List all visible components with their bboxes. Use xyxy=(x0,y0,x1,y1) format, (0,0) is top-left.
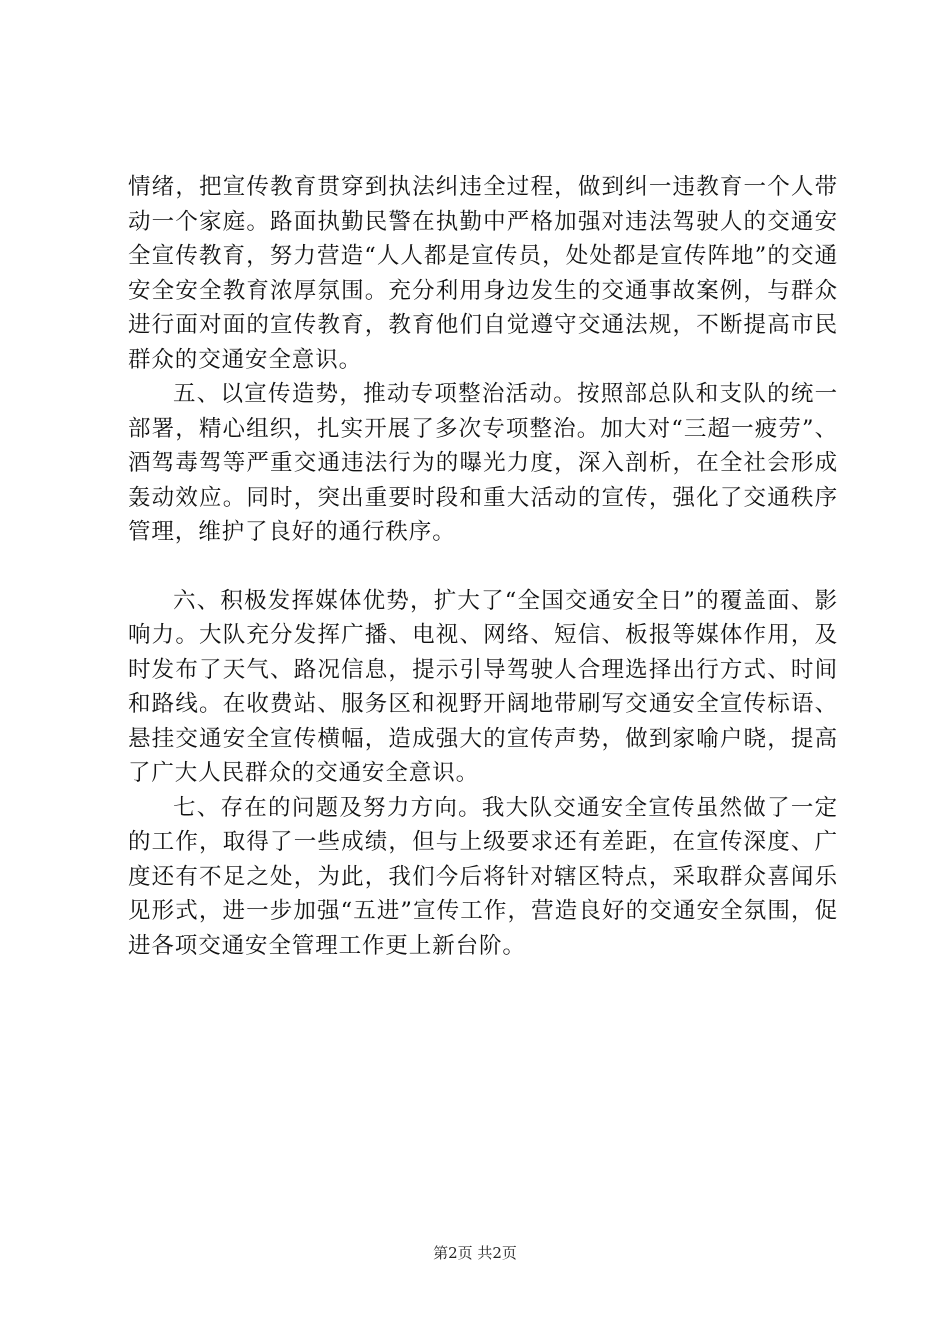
document-body xyxy=(128,170,838,963)
page-number-footer: 第2页 共2页 xyxy=(433,1244,517,1262)
paragraph-section-seven: 七、存在的问题及努力方向。我大队交通安全宣传虽然做了一定的工作，取得了一些成绩，但与上级要求还有差距，在宣传深度、广度还有不足之处，为此，我们今后将针对辖区特点，采取群众喜闻乐见形式，进一步加强“五进”宣传工作，营造良好的交通安全氛围，促进各项交通安全管理工作更上新台阶。 xyxy=(128,794,838,959)
paragraph-section-six: 六、积极发挥媒体优势，扩大了“全国交通安全日”的覆盖面、影响力。大队充分发挥广播、电视、网络、短信、板报等媒体作用，及时发布了天气、路况信息，提示引导驾驶人合理选择出行方式、时间和路线。在收费站、服务区和视野开阔地带刷写交通安全宣传标语、悬挂交通安全宣传横幅，造成强大的宣传声势，做到家喻户晓，提高了广大人民群众的交通安全意识。 xyxy=(128,587,838,786)
paragraph-section-five: 五、以宣传造势，推动专项整治活动。按照部总队和支队的统一部署，精心组织，扎实开展了多次专项整治。加大对“三超一疲劳”、酒驾毒驾等严重交通违法行为的曝光力度，深入剖析，在全社会形成轰动效应。同时，突出重要时段和重大活动的宣传，强化了交通秩序管理，维护了良好的通行秩序。 xyxy=(128,381,838,545)
paragraph-continued: 情绪，把宣传教育贯穿到执法纠违全过程，做到纠一违教育一个人带动一个家庭。路面执勤民警在执勤中严格加强对违法驾驶人的交通安全宣传教育，努力营造“人人都是宣传员，处处都是宣传阵地”的交通安全安全教育浓厚氛围。充分利用身边发生的交通事故案例，与群众进行面对面的宣传教育，教育他们自觉遵守交通法规，不断提高市民群众的交通安全意识。 xyxy=(128,174,838,373)
